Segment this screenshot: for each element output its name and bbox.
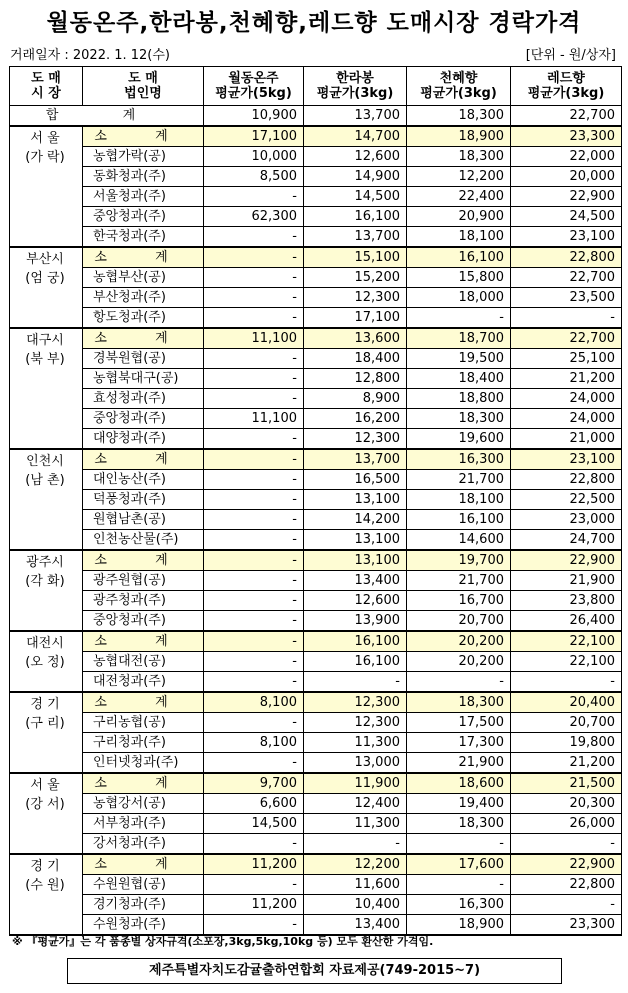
region-cell	[10, 247, 83, 328]
price-cell: 25,100	[511, 349, 622, 369]
table-row	[10, 470, 622, 490]
price-cell: 22,100	[511, 652, 622, 672]
price-cell: 23,100	[511, 227, 622, 248]
price-cell: -	[304, 672, 407, 693]
price-cell: -	[204, 510, 304, 530]
price-cell: 16,100	[304, 652, 407, 672]
table-row	[10, 207, 622, 227]
price-cell: -	[511, 308, 622, 329]
price-cell: 21,000	[511, 429, 622, 450]
table-row	[10, 268, 622, 288]
corp-name: 경기청과(주)	[83, 895, 204, 915]
price-cell: 19,700	[407, 550, 511, 571]
subtotal-row	[10, 773, 622, 794]
price-cell: 24,500	[511, 207, 622, 227]
header-corp: 도 매 법인명	[83, 67, 204, 106]
price-cell: 18,100	[407, 227, 511, 248]
price-cell: 11,200	[204, 854, 304, 875]
table-row	[10, 591, 622, 611]
corp-name: 중앙청과(주)	[83, 207, 204, 227]
subtotal-label: 소 계	[83, 631, 204, 652]
price-cell: -	[204, 713, 304, 733]
table-row	[10, 875, 622, 895]
price-cell: 17,100	[304, 308, 407, 329]
price-cell: 20,700	[407, 611, 511, 632]
total-value: 13,700	[304, 106, 407, 127]
table-row	[10, 672, 622, 693]
price-cell: -	[407, 875, 511, 895]
price-cell: 8,100	[204, 733, 304, 753]
price-cell: 21,900	[407, 753, 511, 774]
price-cell: 18,300	[407, 692, 511, 713]
price-cell: -	[511, 895, 622, 915]
price-cell: 22,800	[511, 875, 622, 895]
price-cell: -	[407, 308, 511, 329]
price-cell: -	[204, 530, 304, 551]
price-cell: 22,900	[511, 187, 622, 207]
price-cell: 62,300	[204, 207, 304, 227]
table-row	[10, 349, 622, 369]
price-cell: 17,100	[204, 126, 304, 147]
region-sub-name: (강 서)	[25, 797, 65, 812]
corp-name: 효성청과(주)	[83, 389, 204, 409]
price-cell: 18,400	[304, 349, 407, 369]
price-cell: 10,400	[304, 895, 407, 915]
price-cell: 13,700	[304, 227, 407, 248]
table-row	[10, 389, 622, 409]
corp-name: 수원원협(공)	[83, 875, 204, 895]
price-cell: -	[204, 591, 304, 611]
table-row	[10, 409, 622, 429]
trade-date: 거래일자 : 2022. 1. 12(수)	[10, 48, 171, 63]
price-cell: 21,900	[511, 571, 622, 591]
region-sub-name: (구 리)	[25, 716, 65, 731]
price-cell: 18,400	[407, 369, 511, 389]
price-cell: -	[204, 268, 304, 288]
region-name: 대전시	[26, 636, 64, 651]
corp-name: 중앙청과(주)	[83, 409, 204, 429]
table-row	[10, 147, 622, 167]
corp-name: 서울청과(주)	[83, 187, 204, 207]
region-name: 부산시	[26, 252, 64, 267]
table-row	[10, 308, 622, 329]
price-cell: 12,800	[304, 369, 407, 389]
table-row	[10, 167, 622, 187]
price-cell: 21,200	[511, 369, 622, 389]
price-cell: -	[204, 369, 304, 389]
corp-name: 수원청과(주)	[83, 915, 204, 936]
price-cell: 23,000	[511, 510, 622, 530]
price-cell: 21,500	[511, 773, 622, 794]
price-cell: 8,100	[204, 692, 304, 713]
price-cell: 22,700	[511, 268, 622, 288]
price-cell: 24,000	[511, 409, 622, 429]
price-cell: 14,700	[304, 126, 407, 147]
region-sub-name: (가 락)	[25, 150, 65, 165]
price-cell: 16,100	[304, 207, 407, 227]
price-cell: 19,600	[407, 429, 511, 450]
price-cell: 23,100	[511, 449, 622, 470]
price-cell: 12,600	[304, 147, 407, 167]
price-cell: -	[407, 672, 511, 693]
price-cell: -	[204, 247, 304, 268]
price-cell: 11,300	[304, 814, 407, 834]
region-cell	[10, 773, 83, 854]
price-cell: 17,500	[407, 713, 511, 733]
price-cell: 12,400	[304, 794, 407, 814]
header-wolldong: 월동온주 평균가(5kg)	[204, 67, 304, 106]
table-row	[10, 571, 622, 591]
price-cell: 11,100	[204, 328, 304, 349]
price-cell: -	[511, 672, 622, 693]
corp-name: 원협남촌(공)	[83, 510, 204, 530]
subtotal-row	[10, 854, 622, 875]
region-sub-name: (각 화)	[25, 574, 65, 589]
region-cell	[10, 550, 83, 631]
price-cell: -	[204, 490, 304, 510]
region-sub-name: (수 원)	[25, 878, 65, 893]
price-cell: -	[204, 187, 304, 207]
price-cell: 22,800	[511, 470, 622, 490]
region-cell	[10, 449, 83, 550]
price-cell: 21,200	[511, 753, 622, 774]
price-cell: 17,600	[407, 854, 511, 875]
price-cell: 8,500	[204, 167, 304, 187]
table-row	[10, 510, 622, 530]
table-row	[10, 369, 622, 389]
header-market: 도 매 시 장	[10, 67, 83, 106]
subtotal-row	[10, 126, 622, 147]
price-cell: 22,100	[511, 631, 622, 652]
price-cell: -	[204, 915, 304, 936]
subtotal-label: 소 계	[83, 126, 204, 147]
total-value: 22,700	[511, 106, 622, 127]
subtotal-row	[10, 631, 622, 652]
header-redhyang: 레드향 평균가(3kg)	[511, 67, 622, 106]
price-cell: 26,000	[511, 814, 622, 834]
price-cell: 12,300	[304, 288, 407, 308]
price-cell: -	[204, 308, 304, 329]
price-cell: -	[204, 631, 304, 652]
corp-name: 대양청과(주)	[83, 429, 204, 450]
price-cell: 13,700	[304, 449, 407, 470]
price-cell: 16,300	[407, 449, 511, 470]
corp-name: 항도청과(주)	[83, 308, 204, 329]
corp-name: 광주청과(주)	[83, 591, 204, 611]
table-row	[10, 187, 622, 207]
price-cell: -	[511, 834, 622, 855]
price-cell: 13,100	[304, 550, 407, 571]
corp-name: 광주원협(공)	[83, 571, 204, 591]
corp-name: 농협북대구(공)	[83, 369, 204, 389]
price-cell: -	[204, 652, 304, 672]
price-cell: 18,600	[407, 773, 511, 794]
corp-name: 구리농협(공)	[83, 713, 204, 733]
price-cell: 14,600	[407, 530, 511, 551]
price-cell: 13,100	[304, 530, 407, 551]
table-row	[10, 611, 622, 632]
corp-name: 서부청과(주)	[83, 814, 204, 834]
price-cell: 19,400	[407, 794, 511, 814]
corp-name: 중앙청과(주)	[83, 611, 204, 632]
price-table	[9, 66, 622, 936]
price-cell: 24,000	[511, 389, 622, 409]
price-cell: 16,200	[304, 409, 407, 429]
price-cell: 20,700	[511, 713, 622, 733]
subtotal-label: 소 계	[83, 550, 204, 571]
price-cell: 22,400	[407, 187, 511, 207]
table-row	[10, 429, 622, 450]
price-cell: 12,200	[407, 167, 511, 187]
price-cell: -	[204, 571, 304, 591]
corp-name: 덕풍청과(주)	[83, 490, 204, 510]
price-cell: 13,600	[304, 328, 407, 349]
price-cell: 11,200	[204, 895, 304, 915]
corp-name: 한국청과(주)	[83, 227, 204, 248]
subtotal-row	[10, 692, 622, 713]
price-cell: 13,900	[304, 611, 407, 632]
corp-name: 대전청과(주)	[83, 672, 204, 693]
subtotal-row	[10, 550, 622, 571]
price-cell: -	[204, 470, 304, 490]
corp-name: 인터넷청과(주)	[83, 753, 204, 774]
corp-name: 경북원협(공)	[83, 349, 204, 369]
price-cell: 18,300	[407, 409, 511, 429]
price-cell: 12,200	[304, 854, 407, 875]
region-name: 서 울	[30, 131, 60, 146]
region-sub-name: (엄 궁)	[25, 271, 65, 286]
page-title: 월동온주,한라봉,천혜향,레드향 도매시장 경락가격	[46, 10, 582, 36]
region-cell	[10, 328, 83, 449]
price-cell: 18,800	[407, 389, 511, 409]
price-cell: 16,300	[407, 895, 511, 915]
table-row	[10, 794, 622, 814]
price-cell: 12,300	[304, 429, 407, 450]
region-sub-name: (북 부)	[25, 352, 65, 367]
price-cell: 6,600	[204, 794, 304, 814]
price-cell: -	[304, 834, 407, 855]
header-hallabong: 한라봉 평균가(3kg)	[304, 67, 407, 106]
price-cell: 15,800	[407, 268, 511, 288]
region-sub-name: (남 촌)	[25, 473, 65, 488]
price-cell: 16,500	[304, 470, 407, 490]
price-cell: 14,500	[304, 187, 407, 207]
unit-label: [단위 - 원/상자]	[525, 48, 616, 63]
region-name: 서 울	[30, 778, 60, 793]
price-cell: 20,400	[511, 692, 622, 713]
corp-name: 농협대전(공)	[83, 652, 204, 672]
price-cell: 23,300	[511, 915, 622, 936]
price-cell: 20,300	[511, 794, 622, 814]
price-cell: 12,300	[304, 713, 407, 733]
price-cell: -	[204, 429, 304, 450]
table-row	[10, 530, 622, 551]
price-cell: -	[407, 834, 511, 855]
header-cheonhyehyang: 천혜향 평균가(3kg)	[407, 67, 511, 106]
price-cell: 23,800	[511, 591, 622, 611]
price-cell: 13,400	[304, 571, 407, 591]
region-cell	[10, 854, 83, 935]
subtotal-label: 소 계	[83, 854, 204, 875]
table-row	[10, 652, 622, 672]
table-header-row	[10, 67, 622, 106]
price-cell: 20,200	[407, 652, 511, 672]
price-cell: 17,300	[407, 733, 511, 753]
price-cell: 15,100	[304, 247, 407, 268]
price-cell: -	[204, 550, 304, 571]
corp-name: 인천농산물(주)	[83, 530, 204, 551]
price-cell: 20,900	[407, 207, 511, 227]
price-cell: 19,500	[407, 349, 511, 369]
corp-name: 동화청과(주)	[83, 167, 204, 187]
price-cell: 11,900	[304, 773, 407, 794]
price-cell: 15,200	[304, 268, 407, 288]
table-row	[10, 753, 622, 774]
corp-name: 구리청과(주)	[83, 733, 204, 753]
price-cell: 21,700	[407, 571, 511, 591]
price-cell: 18,100	[407, 490, 511, 510]
price-cell: -	[204, 349, 304, 369]
corp-name: 농협가락(공)	[83, 147, 204, 167]
price-cell: 18,700	[407, 328, 511, 349]
total-label: 합 계	[10, 106, 204, 127]
price-cell: 16,100	[304, 631, 407, 652]
price-cell: 13,100	[304, 490, 407, 510]
region-cell	[10, 126, 83, 247]
price-cell: 14,500	[204, 814, 304, 834]
region-cell	[10, 631, 83, 692]
table-row	[10, 915, 622, 936]
price-cell: 22,000	[511, 147, 622, 167]
price-cell: 8,900	[304, 389, 407, 409]
price-cell: 9,700	[204, 773, 304, 794]
total-row	[10, 106, 622, 127]
region-name: 대구시	[26, 333, 64, 348]
price-cell: 26,400	[511, 611, 622, 632]
price-cell: 11,100	[204, 409, 304, 429]
subtotal-label: 소 계	[83, 773, 204, 794]
price-cell: -	[204, 875, 304, 895]
price-cell: 20,200	[407, 631, 511, 652]
price-cell: 24,700	[511, 530, 622, 551]
corp-name: 부산청과(주)	[83, 288, 204, 308]
table-row	[10, 895, 622, 915]
price-cell: 19,800	[511, 733, 622, 753]
price-cell: 13,000	[304, 753, 407, 774]
table-row	[10, 227, 622, 248]
price-cell: 18,300	[407, 814, 511, 834]
total-value: 10,900	[204, 106, 304, 127]
price-cell: 12,300	[304, 692, 407, 713]
price-cell: 22,900	[511, 550, 622, 571]
subtotal-row	[10, 328, 622, 349]
price-cell: 11,600	[304, 875, 407, 895]
subtotal-label: 소 계	[83, 692, 204, 713]
price-cell: 23,500	[511, 288, 622, 308]
price-cell: 16,700	[407, 591, 511, 611]
price-cell: 16,100	[407, 247, 511, 268]
price-cell: 22,900	[511, 854, 622, 875]
price-cell: 14,200	[304, 510, 407, 530]
footnote: ※ 『평균가』는 각 품종별 상자규격(소포장,3kg,5kg,10kg 등) 모두 환산한 가격임.	[12, 935, 434, 948]
subtotal-label: 소 계	[83, 328, 204, 349]
price-cell: 12,600	[304, 591, 407, 611]
region-name: 광주시	[26, 555, 64, 570]
price-cell: 11,300	[304, 733, 407, 753]
table-row	[10, 490, 622, 510]
price-cell: 18,300	[407, 147, 511, 167]
subtotal-label: 소 계	[83, 247, 204, 268]
region-name: 인천시	[26, 454, 64, 469]
corp-name: 농협강서(공)	[83, 794, 204, 814]
table-row	[10, 288, 622, 308]
price-cell: 23,300	[511, 126, 622, 147]
price-cell: 10,000	[204, 147, 304, 167]
price-cell: -	[204, 672, 304, 693]
price-cell: 22,800	[511, 247, 622, 268]
price-cell: 18,900	[407, 126, 511, 147]
price-cell: 16,100	[407, 510, 511, 530]
region-name: 경 기	[30, 859, 60, 874]
price-cell: -	[204, 449, 304, 470]
corp-name: 대인농산(주)	[83, 470, 204, 490]
price-cell: -	[204, 753, 304, 774]
table-row	[10, 834, 622, 855]
region-sub-name: (오 정)	[25, 655, 65, 670]
price-cell: 22,500	[511, 490, 622, 510]
price-cell: -	[204, 227, 304, 248]
corp-name: 강서청과(주)	[83, 834, 204, 855]
price-cell: -	[204, 611, 304, 632]
table-row	[10, 713, 622, 733]
price-cell: 20,000	[511, 167, 622, 187]
price-cell: -	[204, 389, 304, 409]
price-cell: 22,700	[511, 328, 622, 349]
total-value: 18,300	[407, 106, 511, 127]
price-cell: 13,400	[304, 915, 407, 936]
price-cell: 21,700	[407, 470, 511, 490]
subtotal-label: 소 계	[83, 449, 204, 470]
region-name: 경 기	[30, 697, 60, 712]
subtotal-row	[10, 449, 622, 470]
price-cell: -	[204, 288, 304, 308]
price-cell: 14,900	[304, 167, 407, 187]
price-cell: 18,900	[407, 915, 511, 936]
price-cell: -	[204, 834, 304, 855]
table-row	[10, 733, 622, 753]
region-cell	[10, 692, 83, 773]
subtotal-row	[10, 247, 622, 268]
table-row	[10, 814, 622, 834]
corp-name: 농협부산(공)	[83, 268, 204, 288]
source-box: 제주특별자치도감귤출하연합회 자료제공(749-2015~7)	[67, 958, 562, 984]
price-cell: 18,000	[407, 288, 511, 308]
